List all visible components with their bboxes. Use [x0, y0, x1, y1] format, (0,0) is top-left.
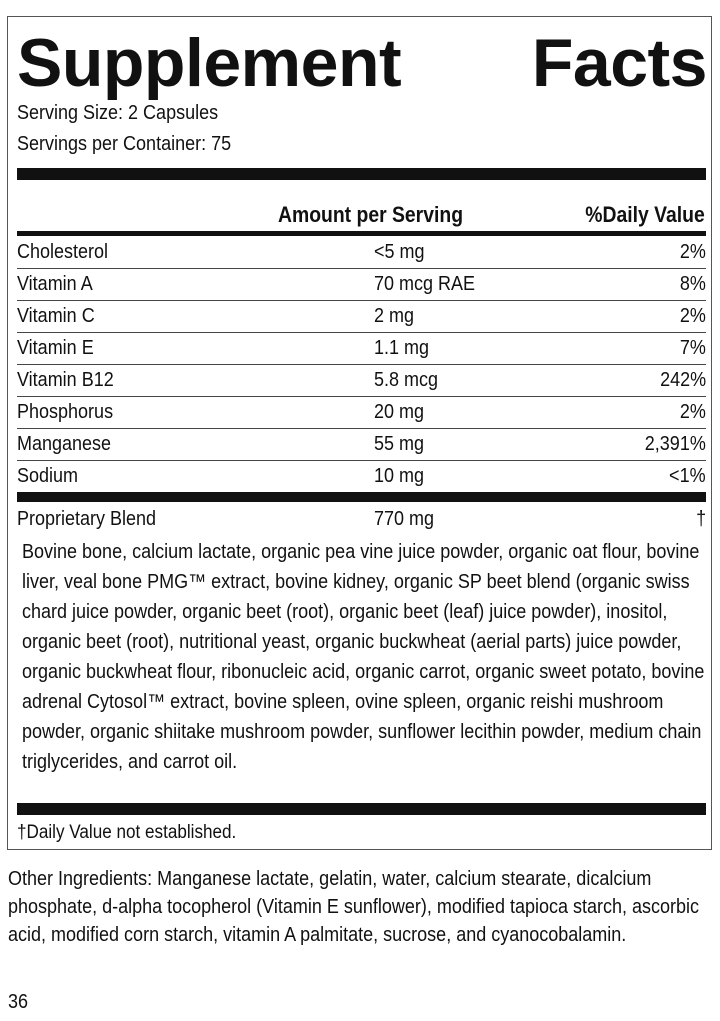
nutrient-row — [17, 364, 706, 396]
title-word-supplement: Supplement — [17, 25, 402, 101]
nutrient-amount: 70 mcg RAE — [374, 273, 476, 295]
nutrient-row — [17, 300, 706, 332]
nutrient-name: Vitamin C — [17, 305, 95, 327]
nutrient-row — [17, 268, 706, 300]
title-word-facts: Facts — [531, 25, 707, 101]
nutrient-amount: 20 mg — [374, 401, 425, 423]
nutrient-name: Vitamin A — [17, 273, 93, 295]
nutrient-row — [17, 396, 706, 428]
nutrient-amount: 1.1 mg — [374, 337, 430, 359]
header-daily-value: %Daily Value — [585, 202, 705, 227]
nutrient-row — [17, 428, 706, 460]
nutrient-daily-value: 2% — [679, 241, 706, 263]
nutrient-row — [17, 236, 706, 268]
thick-divider-top — [17, 168, 706, 180]
nutrient-daily-value: 8% — [679, 273, 706, 295]
nutrient-name: Sodium — [17, 465, 79, 487]
nutrient-name: Vitamin E — [17, 337, 94, 359]
nutrient-daily-value: 2,391% — [644, 433, 706, 455]
page-number: 36 — [8, 991, 29, 1013]
thick-divider-bottom — [17, 803, 706, 815]
nutrient-name: Phosphorus — [17, 401, 114, 423]
nutrient-row — [17, 460, 706, 492]
serving-size: Serving Size: 2 Capsules — [17, 102, 219, 124]
nutrient-daily-value: <1% — [669, 465, 706, 487]
nutrient-amount: 2 mg — [374, 305, 415, 327]
blend-amount: 770 mg — [374, 508, 435, 530]
nutrient-name: Cholesterol — [17, 241, 109, 263]
nutrient-daily-value: 2% — [679, 401, 706, 423]
footnote: †Daily Value not established. — [17, 822, 237, 843]
nutrient-name: Manganese — [17, 433, 112, 455]
blend-name: Proprietary Blend — [17, 508, 157, 530]
thick-divider-blend — [17, 492, 706, 502]
nutrient-name: Vitamin B12 — [17, 369, 114, 391]
proprietary-blend-row — [17, 503, 706, 535]
nutrient-row — [17, 332, 706, 364]
supplement-facts-panel — [7, 16, 712, 850]
nutrient-amount: 55 mg — [374, 433, 425, 455]
blend-ingredients: Bovine bone, calcium lactate, organic pea vine juice powder, organic oat flour, bovine liver, veal bone PMG™ extract, bovine kidney, organic SP beet blend (organic swiss chard juice powder, organic beet (root), organic beet (leaf) juice powder), inositol, organic beet (root), nutritional yeast, organic buckwheat (aerial parts) juice powder, organic buckwheat flour, ribonucleic acid, organic carrot, organic sweet potato, bovine adrenal Cytosol™ extract, bovine spleen, ovine spleen, organic reishi mushroom powder, organic shiitake mushroom powder, sunflower lecithin powder, medium chain triglycerides, and carrot oil. — [22, 541, 705, 773]
nutrient-amount: <5 mg — [374, 241, 425, 263]
nutrient-amount: 10 mg — [374, 465, 425, 487]
blend-daily-value: † — [695, 508, 706, 530]
nutrient-daily-value: 242% — [659, 369, 706, 391]
other-ingredients: Other Ingredients: Manganese lactate, gelatin, water, calcium stearate, dicalcium phosphate, d-alpha tocopherol (Vitamin E sunflower), modified tapioca starch, ascorbic acid, modified corn starch, vitamin A palmitate, sucrose, and cyanocobalamin. — [8, 868, 700, 946]
panel-title — [17, 27, 707, 99]
header-amount-per-serving: Amount per Serving — [278, 202, 464, 227]
nutrient-amount: 5.8 mcg — [374, 369, 439, 391]
servings-per-container: Servings per Container: 75 — [17, 133, 232, 155]
nutrient-daily-value: 2% — [679, 305, 706, 327]
nutrient-daily-value: 7% — [679, 337, 706, 359]
